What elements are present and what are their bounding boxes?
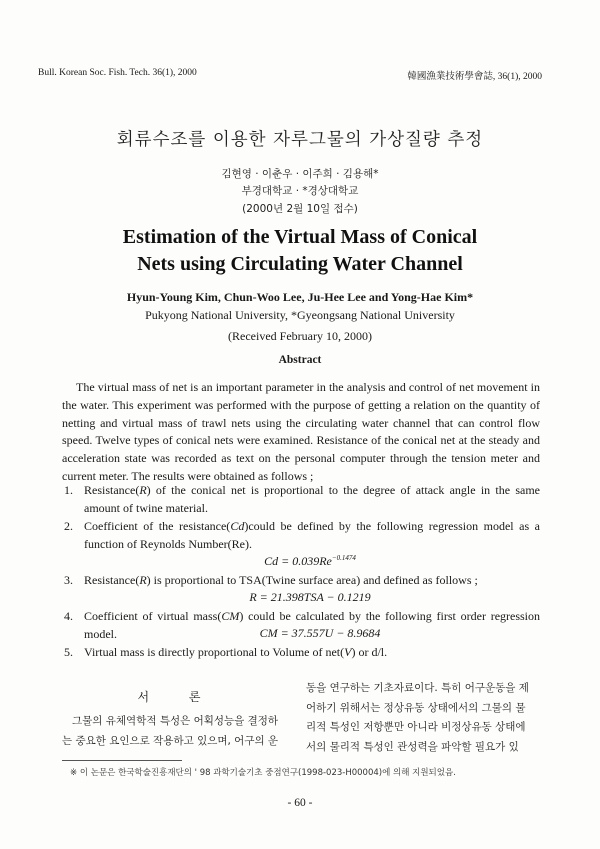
- body-left-column: [62, 712, 294, 751]
- abstract-heading: Abstract: [278, 354, 322, 366]
- body-line: 그물의 유체역학적 특성은 어획성능을 결정하: [72, 715, 279, 727]
- footnote-rule: [62, 760, 182, 761]
- body-line: 리적 특성인 저항뿐만 아니라 비정상유동 상태에: [306, 721, 526, 733]
- journal-header-left: Bull. Korean Soc. Fish. Tech. 36(1), 2000: [38, 68, 197, 78]
- english-received-date: (Received February 10, 2000): [228, 329, 372, 343]
- equation-virtual-mass: CM = 37.557U − 8.9684: [259, 626, 381, 640]
- item-number: 1.: [64, 483, 73, 497]
- result-item-1: 1. Resistance(R) of the conical net is proportional to the degree of attack angle in the same amount of twine material.: [64, 483, 540, 515]
- korean-received-date: (2000년 2월 10일 접수): [242, 203, 358, 215]
- item-number: 3.: [64, 573, 73, 587]
- item-number: 4.: [64, 609, 73, 623]
- result-item-5: 5. Virtual mass is directly proportional to Volume of net(V) or d/l.: [84, 644, 540, 662]
- equation-cd: $Cd = 0.039Re^{-0.1474}$: [264, 554, 356, 568]
- abstract-text: The virtual mass of net is an important parameter in the analysis and control of net movement in the water. This experiment was performed with the purpose of getting a relation on the quantity of netting and virtual mass of trawl nets using the circulating water channel that can control flow speed. Twelve types of conical nets were examined. Resistance of the conical net at the steady and acceleration state was recorded as text on the personal computer through the tension meter and current meter. The results were obtained as follows ;: [62, 380, 540, 483]
- korean-authors: 김현영 · 이춘우 · 이주희 · 김용해*: [221, 168, 379, 180]
- body-line: 동을 연구하는 기초자료이다. 특히 어구운동을 제: [306, 682, 529, 694]
- result-item-3: 3. Resistance(R) is proportional to TSA(Twine surface area) and defined as follows ;: [84, 572, 540, 590]
- english-affiliation: Pukyong National University, *Gyeongsang National University: [145, 308, 455, 322]
- journal-header-right: 韓國漁業技術學會誌, 36(1), 2000: [407, 72, 542, 82]
- funding-footnote: ※ 이 논문은 한국학술진흥재단의 ' 98 과학기술기초 중점연구(1998-023-H00004)에 의해 지원되었음.: [70, 768, 456, 778]
- english-title-line1: Estimation of the Virtual Mass of Conical: [122, 226, 478, 248]
- korean-affiliation: 부경대학교 · *경상대학교: [241, 185, 359, 197]
- english-authors: Hyun-Young Kim, Chun-Woo Lee, Ju-Hee Lee and Yong-Hae Kim*: [126, 290, 474, 304]
- korean-title: 회류수조를 이용한 자루그물의 가상질량 추정: [116, 130, 484, 150]
- result-item-2: 2. Coefficient of the resistance(Cd)could be defined by the following regression model as a function of Reynolds Number(Re).: [64, 519, 540, 551]
- section-heading-introduction: 서 론: [137, 690, 219, 704]
- body-right-column: [306, 679, 542, 757]
- item-number: 5.: [64, 645, 73, 659]
- item-number: 2.: [64, 519, 73, 533]
- page-number: - 60 -: [287, 797, 313, 809]
- equation-resistance: R = 21.398TSA − 0.1219: [249, 590, 371, 604]
- result-item-4: 4. Coefficient of virtual mass(CM) could be calculated by the following first order regression model.: [64, 609, 541, 641]
- body-line: 어하기 위해서는 정상유동 상태에서의 그물의 물: [306, 701, 526, 714]
- body-line: 는 중요한 요인으로 작용하고 있으며, 어구의 운: [62, 734, 279, 747]
- body-line: 서의 물리적 특성인 관성력을 파악할 필요가 있: [306, 740, 519, 753]
- english-title-line2: Nets using Circulating Water Channel: [137, 253, 463, 275]
